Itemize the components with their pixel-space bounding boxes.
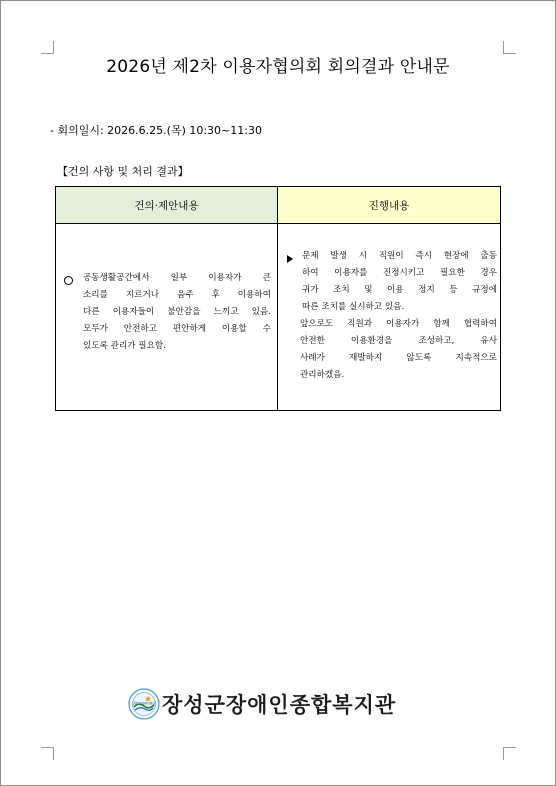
- header-proposal: 건의·제안내용: [56, 187, 278, 224]
- proposal-line: 소리를 지르거나 음주 후 이용하여: [83, 290, 271, 300]
- proposal-line: 다른 이용자들이 불안감을 느끼고 있음.: [83, 307, 271, 317]
- jangseong-county-seal-icon: [128, 688, 160, 720]
- meeting-datetime: - 회의일시: 2026.6.25.(목) 10:30~11:30: [50, 124, 262, 137]
- organization-name: 장성군장애인종합복지관: [162, 693, 397, 717]
- progress-text: [302, 248, 497, 384]
- triangle-bullet-icon: [287, 255, 293, 263]
- crop-mark-bottom-right: [503, 747, 516, 760]
- table-row: [56, 224, 501, 411]
- progress-cell: [278, 224, 501, 411]
- proposal-text: [83, 270, 271, 355]
- document-title: 2026년 제2차 이용자협의회 회의결과 안내문: [106, 57, 450, 77]
- proposal-line: 공동생활공간에서 일부 이용자가 큰: [83, 273, 271, 283]
- proposal-cell: [56, 224, 278, 411]
- progress-line: 관리하겠음.: [300, 370, 345, 380]
- circle-bullet-icon: [64, 276, 73, 285]
- progress-line: 귀가 조치 및 이용 정지 등 규정에: [302, 285, 497, 295]
- header-progress: 진행내용: [278, 187, 501, 224]
- logo-text: Jangseong: [132, 700, 156, 706]
- progress-line: 따른 조치를 실시하고 있음.: [302, 302, 405, 312]
- section-heading: 【건의 사항 및 처리 결과】: [57, 165, 189, 178]
- progress-line: 하여 이용자를 진정시키고 필요한 경우: [302, 268, 497, 278]
- crop-mark-bottom-left: [41, 747, 54, 760]
- proposal-line: 있도록 관리가 필요함.: [83, 341, 166, 351]
- table-header-row: [56, 187, 501, 224]
- proposal-line: 모두가 안전하고 편안하게 이용할 수: [83, 324, 271, 334]
- result-table: [55, 186, 501, 411]
- progress-line: 안전한 이용환경을 조성하고, 유사: [300, 336, 497, 346]
- progress-line: 사례가 재발하지 않도록 지속적으로: [300, 353, 497, 363]
- progress-line: 문제 발생 시 직원이 즉시 현장에 출동: [302, 251, 497, 261]
- footer: [128, 688, 396, 720]
- progress-line: 앞으로도 직원과 이용자가 함께 협력하여: [300, 319, 497, 329]
